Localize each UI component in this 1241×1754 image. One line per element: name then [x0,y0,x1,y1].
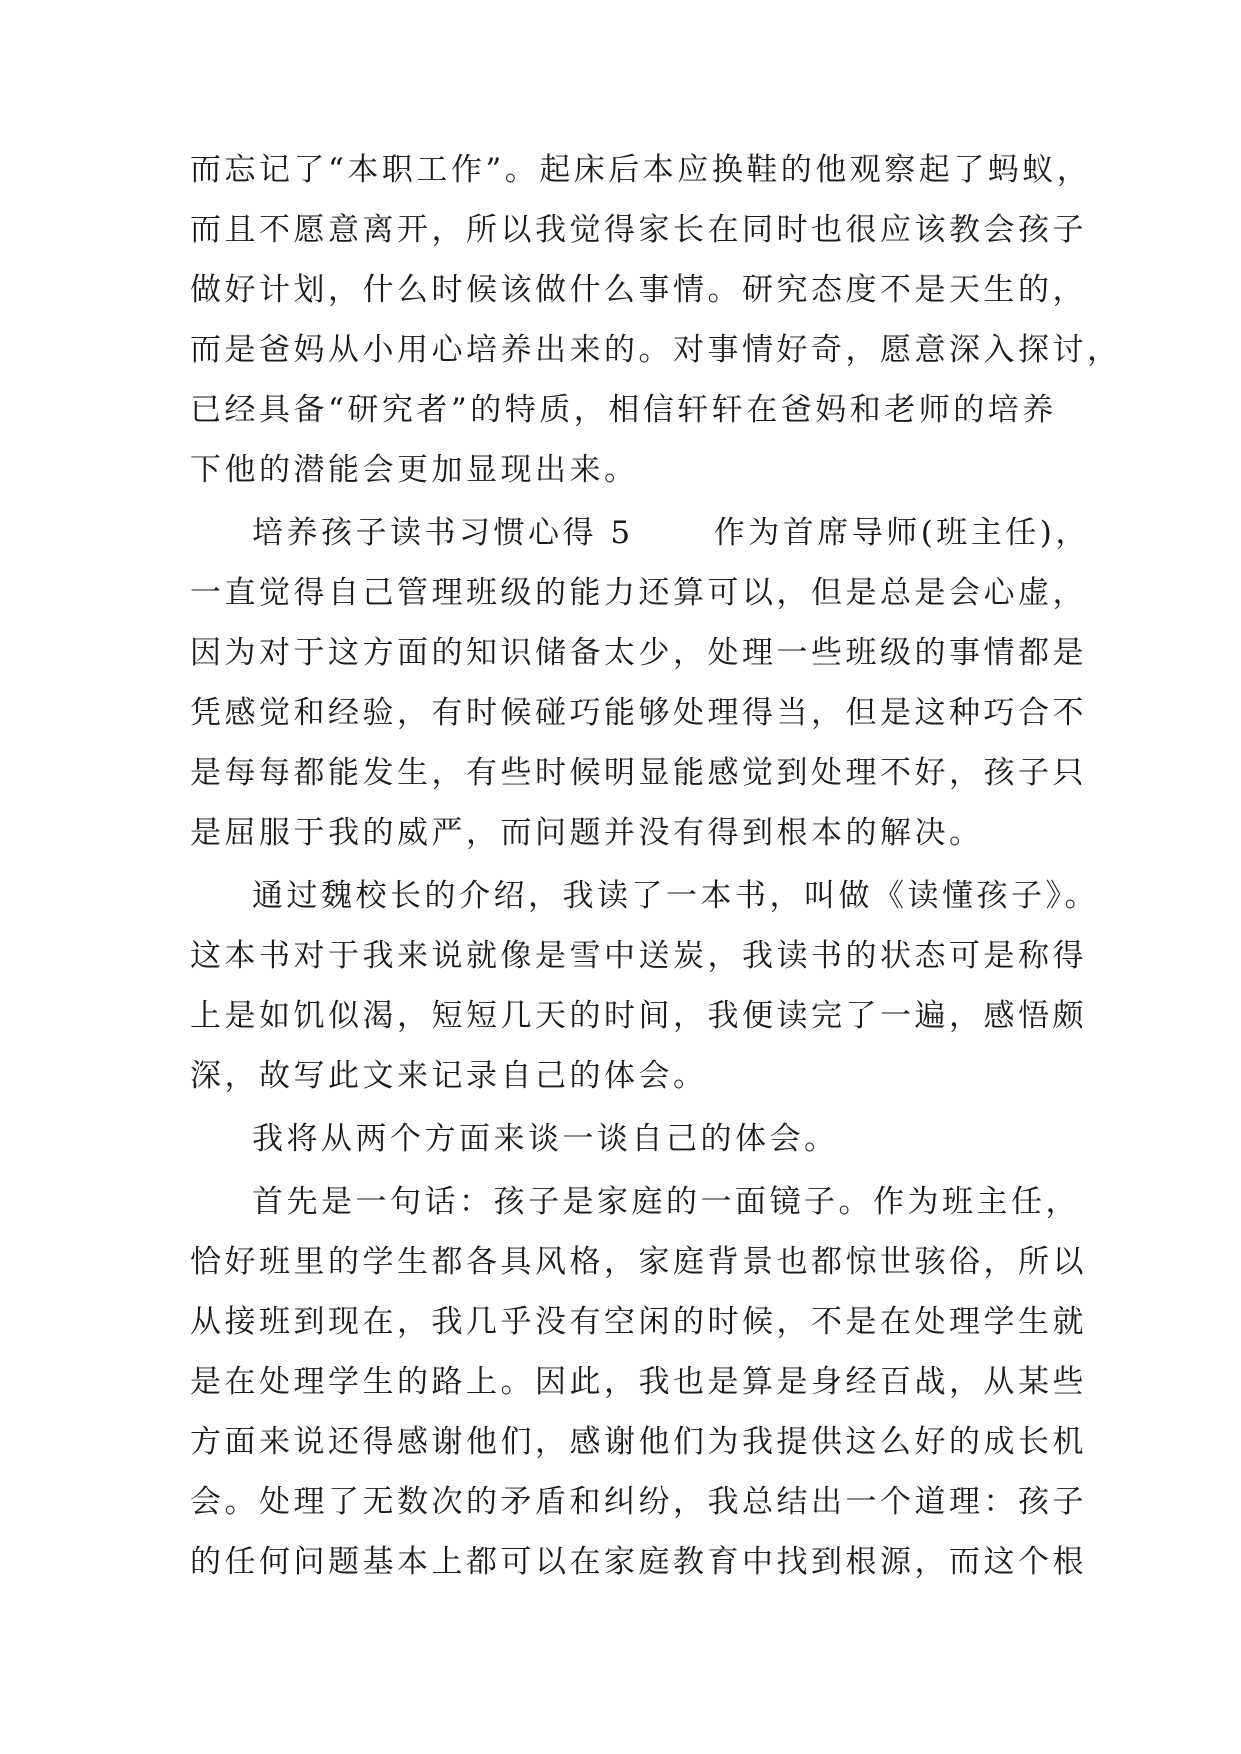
section-heading-line: 培养孩子读书习惯心得 5 作为首席导师(班主任)， [252,515,1090,551]
text-line: 凭感觉和经验，有时候碰巧能够处理得当，但是这种巧合不 [190,695,1087,731]
text-line: 而且不愿意离开，所以我觉得家长在同时也很应该教会孩子 [190,212,1087,248]
text-line: 恰好班里的学生都各具风格，家庭背景也都惊世骇俗，所以 [190,1244,1087,1280]
text-line: 做好计划，什么时候该做什么事情。研究态度不是天生的， [190,272,1087,308]
text-line: 的任何问题基本上都可以在家庭教育中找到根源，而这个根 [190,1544,1087,1580]
text-line: 深，故写此文来记录自己的体会。 [190,1058,708,1094]
text-line: 上是如饥似渴，短短几天的时间，我便读完了一遍，感悟颇 [190,998,1087,1034]
text-line: 从接班到现在，我几乎没有空闲的时候，不是在处理学生就 [190,1304,1087,1340]
text-line: 是屈服于我的威严，而问题并没有得到根本的解决。 [190,815,984,851]
text-line: 方面来说还得感谢他们，感谢他们为我提供这么好的成长机 [190,1424,1087,1460]
text-line: 因为对于这方面的知识储备太少，处理一些班级的事情都是 [190,635,1087,671]
text-line: 下他的潜能会更加显现出来。 [190,452,639,488]
text-line: 一直觉得自己管理班级的能力还算可以，但是总是会心虚， [190,575,1087,611]
text-line: 是每每都能发生，有些时候明显能感觉到处理不好，孩子只 [190,755,1087,791]
text-line: 是在处理学生的路上。因此，我也是算是身经百战，从某些 [190,1364,1087,1400]
text-line: 而是爸妈从小用心培养出来的。对事情好奇，愿意深入探讨， [190,332,1122,368]
text-line: 这本书对于我来说就像是雪中送炭，我读书的状态可是称得 [190,938,1087,974]
paragraph-start-line: 首先是一句话：孩子是家庭的一面镜子。作为班主任， [252,1184,1080,1220]
text-line: 会。处理了无数次的矛盾和纠纷，我总结出一个道理：孩子 [190,1484,1087,1520]
paragraph-start-line: 通过魏校长的介绍，我读了一本书，叫做《读懂孩子》。 [252,878,1099,914]
text-line: 已经具备“研究者”的特质，相信轩轩在爸妈和老师的培养 [190,392,1057,428]
paragraph-start-line: 我将从两个方面来谈一谈自己的体会。 [252,1121,839,1157]
text-line: 而忘记了“本职工作”。起床后本应换鞋的他观察起了蚂蚁， [190,152,1092,188]
